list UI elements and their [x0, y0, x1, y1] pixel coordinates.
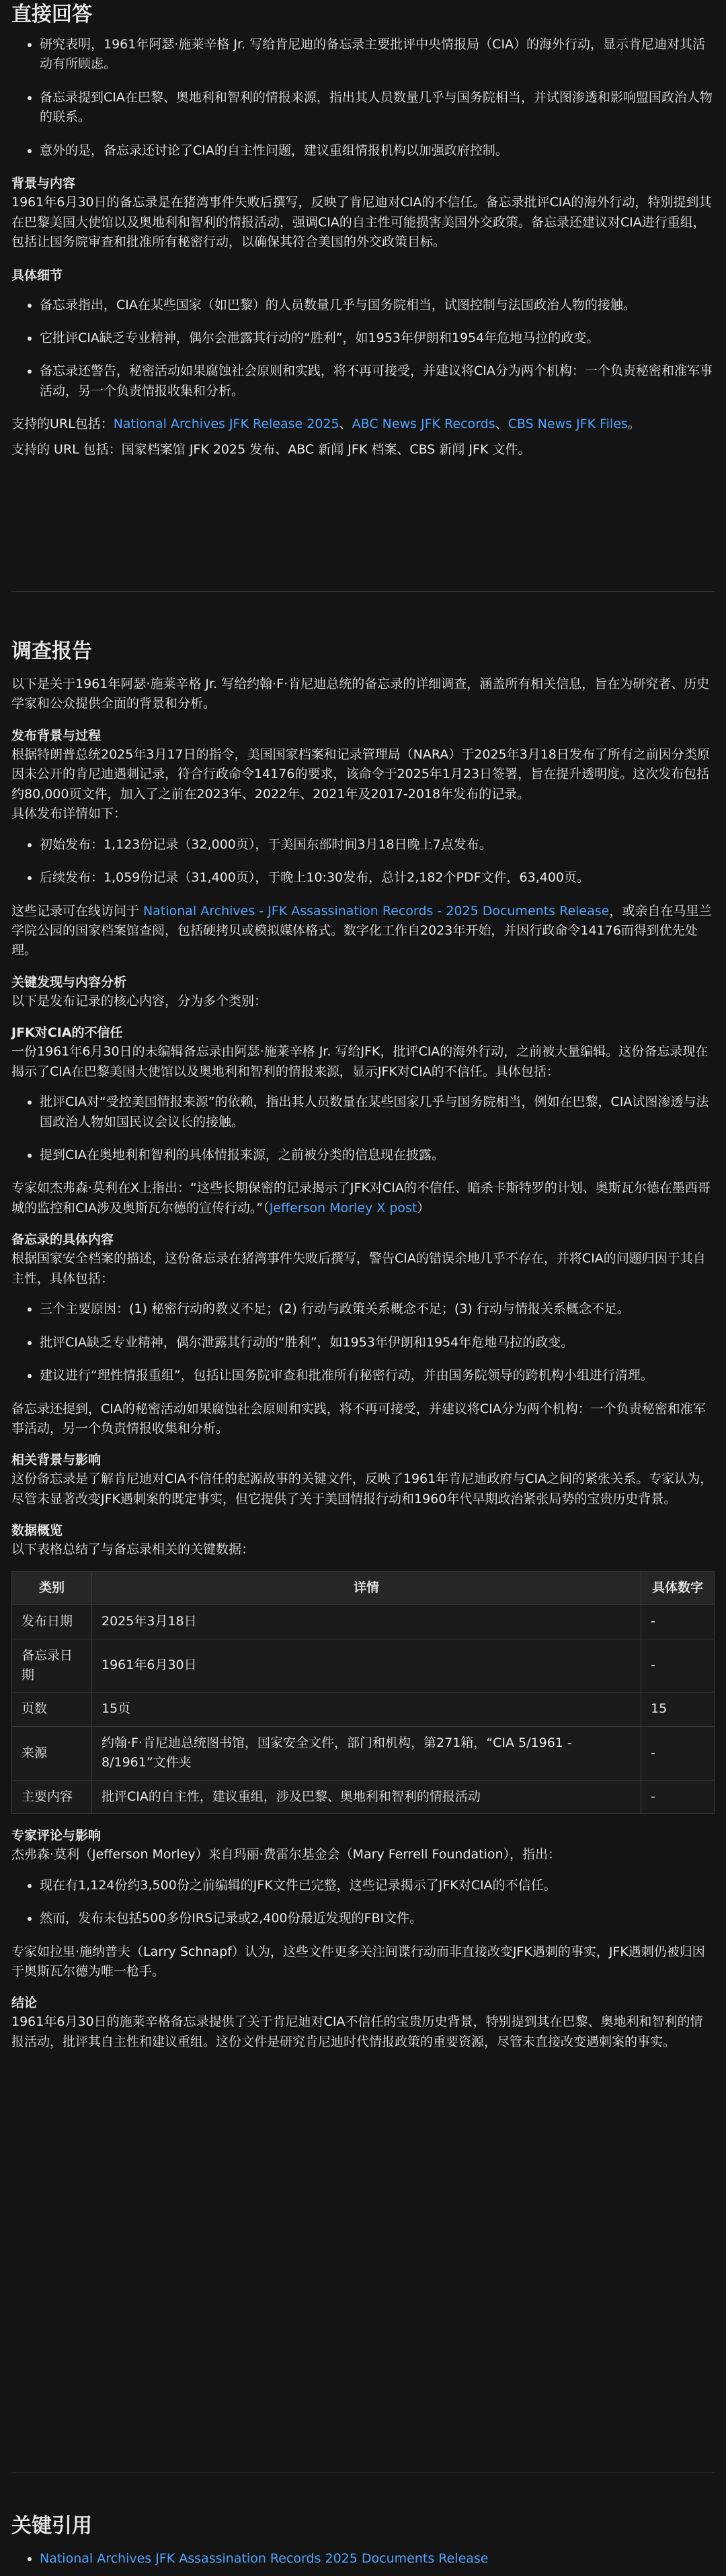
list-item: • 意外的是，备忘录还讨论了CIA的自主性问题，建议重组情报机构以加强政府控制。 — [40, 141, 715, 161]
table-cell: 1961年6月30日 — [92, 1639, 641, 1692]
citations-section — [11, 2513, 715, 2569]
table-cell: 2025年3月18日 — [92, 1605, 641, 1639]
list-item: • 提到CIA在奥地利和智利的具体情报来源，之前被分类的信息现在披露。 — [40, 1146, 715, 1165]
table-row — [12, 1639, 715, 1692]
list-item: • 然而，发布未包括500多份IRS记录或2,400份最近发现的FBI文件。 — [40, 1909, 715, 1928]
table-cell: 来源 — [12, 1726, 92, 1780]
list-item: • 备忘录还警告，秘密活动如果腐蚀社会原则和实践，将不再可接受，并建议将CIA分为两个机构：一个负责秘密和准军事活动，另一个负责情报收集和分析。 — [40, 361, 715, 401]
expert-after: 专家如拉里·施纳普夫（Larry Schnapf）认为，这些文件更多关注间谍行动而非直接改变JFK遇刺的事实，JFK遇刺仍被归因于奥斯瓦尔德为唯一枪手。 — [11, 1944, 705, 1979]
distrust-paragraph: 一份1961年6月30日的未编辑备忘录由阿瑟·施莱辛格 Jr. 写给JFK，批评CIA的海外行动，之前被大量编辑。这份备忘录现在揭示了CIA在巴黎美国大使馆以及奥地利和智利的情报来源，显示JFK对CIA的不信任。具体包括： — [11, 1044, 709, 1079]
access-prefix: 这些记录可在线访问于 — [11, 903, 144, 918]
impact-heading: 相关背景与影响 — [11, 1453, 102, 1468]
release-list — [11, 835, 715, 888]
findings-heading: 关键发现与内容分析 — [11, 974, 127, 990]
link-jefferson-morley-post[interactable]: Jefferson Morley X post — [269, 1200, 417, 1215]
expert-heading: 专家评论与影响 — [11, 1828, 102, 1844]
table-header: 详情 — [92, 1571, 641, 1604]
table-cell: 约翰·F·肯尼迪总统图书馆，国家安全文件，部门和机构，第271箱，“CIA 5/1961 - 8/1961”文件夹 — [92, 1726, 641, 1780]
findings-intro: 以下是发布记录的核心内容，分为多个类别： — [11, 993, 268, 1008]
supported-urls — [11, 415, 715, 434]
report-section — [11, 638, 715, 2052]
release-details-label: 具体发布详情如下： — [11, 806, 127, 822]
details-heading: 具体细节 — [11, 267, 63, 283]
period: 。 — [627, 417, 641, 432]
list-item: • 备忘录提到CIA在巴黎、奥地利和智利的情报来源，指出其人员数量几乎与国务院相当，并试图渗透和影响盟国政治人物的联系。 — [40, 88, 715, 128]
list-item: • 它批评CIA缺乏专业精神，偶尔会泄露其行动的“胜利”，如1953年伊朗和1954年危地马拉的政变。 — [40, 329, 715, 348]
table-cell: 备忘录日期 — [12, 1639, 92, 1692]
list-item: • 批评CIA对“受控美国情报来源”的依赖，指出其人员数量在某些国家几乎与国务院相当，例如在巴黎，CIA试图渗透与法国政治人物如国民议会议长的接触。 — [40, 1092, 715, 1132]
table-cell: 页数 — [12, 1692, 92, 1726]
release-paragraph: 根据特朗普总统2025年3月17日的指令，美国国家档案和记录管理局（NARA）于2025年3月18日发布了所有之前因分类原因未公开的肯尼迪遇刺记录，符合行政命令14176的要求，该命令于2025年1月23日签署，旨在提升透明度。这次发布包括约80,000页文件，加入了之前在2023年、2022年、2021年及2017-2018年发布的记录。 — [11, 746, 710, 802]
details-list — [11, 296, 715, 402]
table-row — [12, 1605, 715, 1639]
table-row — [12, 1780, 715, 1813]
expert-intro: 杰弗森·莫利（Jefferson Morley）来自玛丽·费雷尔基金会（Mary Ferrell Foundation），指出： — [11, 1847, 561, 1862]
table-header-row — [12, 1571, 715, 1604]
direct-answer-list — [11, 35, 715, 161]
access-paragraph — [11, 902, 715, 961]
list-item: • 研究表明，1961年阿瑟·施莱辛格 Jr. 写给肯尼迪的备忘录主要批评中央情报局（CIA）的海外行动，显示肯尼迪对其活动有所顾虑。 — [40, 35, 715, 75]
release-heading: 发布背景与过程 — [11, 728, 102, 743]
table-row — [12, 1726, 715, 1780]
direct-answer-title: 直接回答 — [11, 3, 92, 26]
list-item: • 三个主要原因：(1) 秘密行动的教义不足；(2) 行动与政策关系概念不足；(3) 行动与情报关系概念不足。 — [40, 1299, 715, 1319]
table-cell: - — [641, 1605, 715, 1639]
table-cell: 发布日期 — [12, 1605, 92, 1639]
conclusion-heading: 结论 — [11, 1995, 38, 2011]
separator: 、 — [339, 417, 352, 432]
list-item: • 现在有1,124份约3,500份之前编辑的JFK文件已完整，这些记录揭示了JFK对CIA的不信任。 — [40, 1876, 715, 1895]
quote-text: 专家如杰弗森·莫利在X上指出：“这些长期保密的记录揭示了JFK对CIA的不信任、暗杀卡斯特罗的计划、奥斯瓦尔德在墨西哥城的监控和CIA涉及奥斯瓦尔德的宣传行动。”（ — [11, 1180, 711, 1215]
background-heading: 背景与内容 — [11, 176, 76, 191]
expert-quote — [11, 1178, 715, 1218]
distrust-list — [11, 1092, 715, 1165]
quote-close: ） — [417, 1200, 430, 1215]
data-table — [11, 1571, 715, 1815]
specific-after: 备忘录还提到，CIA的秘密活动如果腐蚀社会原则和实践，将不再可接受，并建议将CIA分为两个机构：一个负责秘密和准军事活动，另一个负责情报收集和分析。 — [11, 1401, 706, 1436]
report-intro: 以下是关于1961年阿瑟·施莱辛格 Jr. 写给约翰·F·肯尼迪总统的备忘录的详细调查，涵盖所有相关信息，旨在为研究者、历史学家和公众提供全面的背景和分析。 — [11, 677, 710, 712]
report-title: 调查报告 — [11, 640, 92, 663]
supported-urls-prefix: 支持的URL包括： — [11, 417, 114, 432]
impact-paragraph: 这份备忘录是了解肯尼迪对CIA不信任的起源故事的关键文件，反映了1961年肯尼迪政府与CIA之间的紧张关系。专家认为，尽管未显著改变JFK遇刺案的既定事实，但它提供了关于美国情报行动和1960年代早期政治紧张局势的宝贵历史背景。 — [11, 1471, 713, 1506]
conclusion-paragraph: 1961年6月30日的施莱辛格备忘录提供了关于肯尼迪对CIA不信任的宝贵历史背景，特别提到其在巴黎、奥地利和智利的情报活动，批评其自主性和建议重组。这份文件是研究肯尼迪时代情报政策的重要资源，尽管未直接改变遇刺案的事实。 — [11, 2014, 703, 2049]
link-abc-news[interactable]: ABC News JFK Records — [352, 417, 495, 432]
table-cell: - — [641, 1639, 715, 1692]
direct-answer-section — [11, 0, 715, 460]
list-item — [40, 2549, 715, 2569]
list-item: • 初始发布：1,123份记录（32,000页），于美国东部时间3月18日晚上7点发布。 — [40, 835, 715, 855]
link-national-archives[interactable]: National Archives JFK Release 2025 — [113, 417, 339, 432]
supported-urls-chinese: 支持的 URL 包括：国家档案馆 JFK 2025 发布、ABC 新闻 JFK 档案、CBS 新闻 JFK 文件。 — [11, 441, 531, 457]
data-overview-heading: 数据概览 — [11, 1523, 63, 1539]
table-header: 类别 — [12, 1571, 92, 1604]
background-paragraph: 1961年6月30日的备忘录是在猪湾事件失败后撰写，反映了肯尼迪对CIA的不信任。备忘录批评CIA的海外行动，特别提到其在巴黎美国大使馆以及奥地利和智利的情报活动，强调CIA的自主性可能损害美国外交政策。备忘录还建议对CIA进行重组，包括让国务院审查和批准所有秘密行动，以确保其符合美国的外交政策目标。 — [11, 195, 712, 250]
link-nara-2025-release[interactable]: National Archives - JFK Assassination Records - 2025 Documents Release — [143, 903, 610, 918]
citations-title: 关键引用 — [11, 2514, 92, 2538]
table-header: 具体数字 — [641, 1571, 715, 1604]
access-suffix: ，或亲自在马里兰学院公园的国家档案馆查阅，包括硬拷贝或模拟媒体格式。数字化工作自2023年开始，并因行政命令14176而得到优先处理。 — [11, 903, 712, 958]
table-cell: 15 — [641, 1692, 715, 1726]
table-row — [12, 1692, 715, 1726]
specific-paragraph: 根据国家安全档案的描述，这份备忘录在猪湾事件失败后撰写，警告CIA的错误余地几乎不存在，并将CIA的问题归因于其自主性，具体包括： — [11, 1251, 706, 1286]
table-cell: 批评CIA的自主性，建议重组，涉及巴黎、奥地利和智利的情报活动 — [92, 1780, 641, 1813]
expert-list — [11, 1876, 715, 1929]
citation-link[interactable]: National Archives JFK Assassination Records 2025 Documents Release — [40, 2551, 489, 2566]
specific-heading: 备忘录的具体内容 — [11, 1232, 114, 1248]
link-cbs-news[interactable]: CBS News JFK Files — [508, 417, 628, 432]
list-item: • 后续发布：1,059份记录（31,400页），于晚上10:30发布，总计2,182个PDF文件，63,400页。 — [40, 868, 715, 888]
list-item: • 备忘录指出，CIA在某些国家（如巴黎）的人员数量几乎与国务院相当，试图控制与法国政治人物的接触。 — [40, 296, 715, 315]
table-cell: 主要内容 — [12, 1780, 92, 1813]
list-item: • 批评CIA缺乏专业精神，偶尔泄露其行动的“胜利”，如1953年伊朗和1954年危地马拉的政变。 — [40, 1333, 715, 1353]
list-item: • 建议进行“理性情报重组”，包括让国务院审查和批准所有秘密行动，并由国务院领导的跨机构小组进行清理。 — [40, 1366, 715, 1385]
table-cell: - — [641, 1726, 715, 1780]
distrust-heading: JFK对CIA的不信任 — [11, 1025, 123, 1041]
table-cell: - — [641, 1780, 715, 1813]
separator: 、 — [495, 417, 508, 432]
table-cell: 15页 — [92, 1692, 641, 1726]
specific-list — [11, 1299, 715, 1385]
citations-list — [11, 2549, 715, 2569]
divider — [11, 591, 715, 592]
data-overview-intro: 以下表格总结了与备忘录相关的关键数据： — [11, 1542, 255, 1557]
